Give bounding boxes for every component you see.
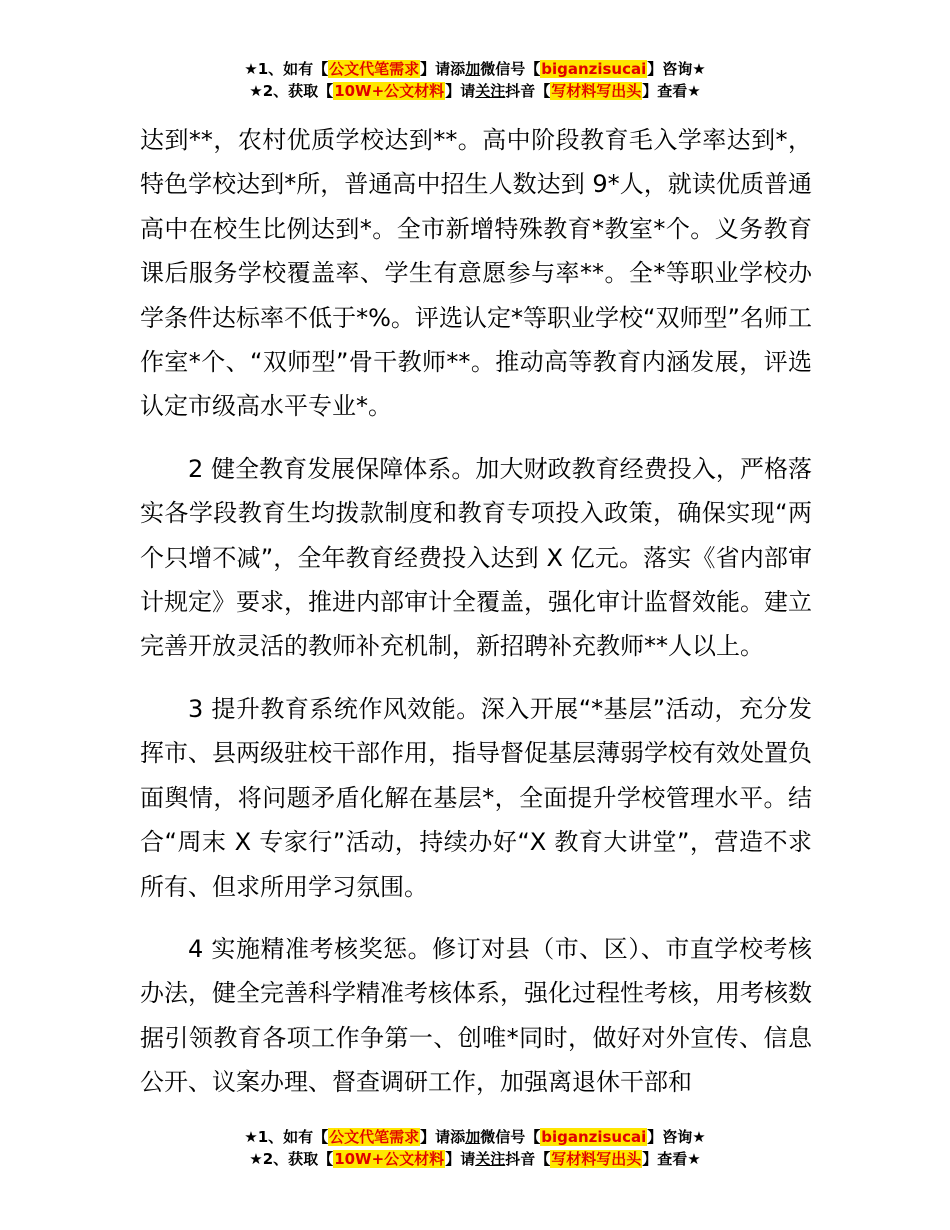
banner-highlight: 写材料写出头 <box>551 82 642 100</box>
banner-text: 抖音【 <box>505 1150 551 1168</box>
header-banner <box>0 58 950 102</box>
banner-line-2 <box>0 1148 950 1170</box>
banner-text: 】查看★ <box>642 1150 701 1168</box>
footer-banner <box>0 1126 950 1170</box>
banner-text: ★1、如有【 <box>244 60 329 78</box>
banner-text: 】请 <box>445 82 476 100</box>
banner-text: ★1、如有【 <box>244 1128 329 1146</box>
banner-highlight: 10W+公文材料 <box>334 1150 445 1168</box>
banner-line-2 <box>0 80 950 102</box>
banner-text: 抖音【 <box>505 82 551 100</box>
banner-highlight: 公文代笔需求 <box>329 60 420 78</box>
banner-text: 】请添 <box>420 1128 466 1146</box>
banner-highlight: biganzisucai <box>541 1128 647 1146</box>
banner-highlight: biganzisucai <box>541 60 647 78</box>
banner-highlight: 10W+公文材料 <box>334 82 445 100</box>
banner-underlined: 加 <box>465 60 481 78</box>
document-body <box>140 118 812 1105</box>
banner-text: 】咨询★ <box>647 1128 706 1146</box>
banner-text: ★2、获取【 <box>249 82 334 100</box>
banner-text: ★2、获取【 <box>249 1150 334 1168</box>
banner-line-1 <box>0 58 950 80</box>
banner-line-1 <box>0 1126 950 1148</box>
banner-highlight: 写材料写出头 <box>551 1150 642 1168</box>
banner-text: 】请 <box>445 1150 476 1168</box>
banner-underlined: 关注 <box>475 82 506 100</box>
banner-text: 微信号【 <box>480 1128 541 1146</box>
banner-text: 】咨询★ <box>647 60 706 78</box>
paragraph-continuation: 达到**，农村优质学校达到**。高中阶段教育毛入学率达到*，特色学校达到*所，普通高中招生人数达到 9*人，就读优质普通高中在校生比例达到*。全市新增特殊教育*教室*个。义务教育课后服务学校覆盖率、学生有意愿参与率**。全*等职业学校办学条件达标率不低于*%。评选认定*等职业学校“双师型”名师工作室*个、“双师型”骨干教师**。推动高等教育内涵发展，评选认定市级高水平专业*。 <box>140 126 812 421</box>
paragraph-work-style: 3 提升教育系统作风效能。深入开展“*基层”活动，充分发挥市、县两级驻校干部作用，指导督促基层薄弱学校有效处置负面舆情，将问题矛盾化解在基层*，全面提升学校管理水平。结合“周末 X 专家行”活动，持续办好“X 教育大讲堂”，营造不求所有、但求所用学习氛围。 <box>140 694 812 901</box>
paragraph-education-funding: 2 健全教育发展保障体系。加大财政教育经费投入，严格落实各学段教育生均拨款制度和教育专项投入政策，确保实现“两个只增不减”，全年教育经费投入达到 X 亿元。落实《省内部审计规定》要求，推进内部审计全覆盖，强化审计监督效能。建立完善开放灵活的教师补充机制，新招聘补充教师**人以上。 <box>140 454 812 661</box>
banner-highlight: 公文代笔需求 <box>329 1128 420 1146</box>
paragraph-assessment: 4 实施精准考核奖惩。修订对县（市、区）、市直学校考核办法，健全完善科学精准考核体系，强化过程性考核，用考核数据引领教育各项工作争第一、创唯*同时，做好对外宣传、信息公开、议案办理、督查调研工作，加强离退休干部和 <box>140 934 812 1097</box>
banner-text: 微信号【 <box>480 60 541 78</box>
banner-underlined: 关注 <box>475 1150 506 1168</box>
banner-text: 】请添 <box>420 60 466 78</box>
banner-underlined: 加 <box>465 1128 481 1146</box>
banner-text: 】查看★ <box>642 82 701 100</box>
